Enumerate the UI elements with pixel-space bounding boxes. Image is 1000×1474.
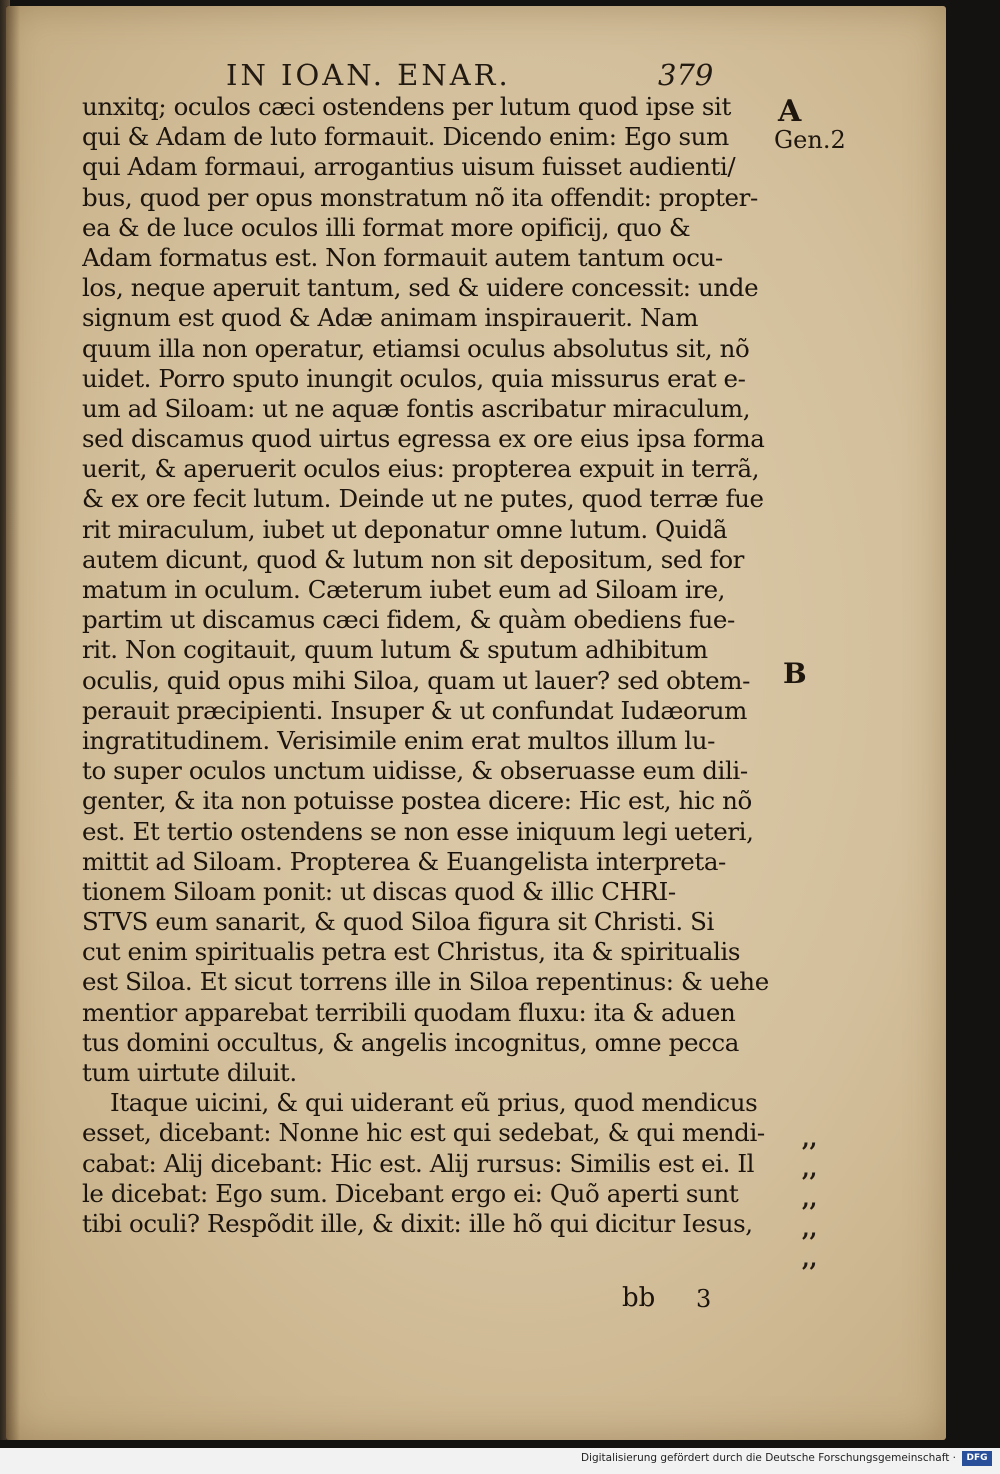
text-line: genter, & ita non potuisse postea dicere: Hic est, hic nõ (82, 786, 752, 816)
text-line: to super oculos unctum uidisse, & obseruasse eum dili- (82, 756, 748, 786)
text-line: ea & de luce oculos illi format more opificij, quo & (82, 212, 691, 242)
paragraph-start-line: Itaque uicini, & qui uiderant eũ prius, quod mendicus (110, 1088, 758, 1118)
text-line: unxitq; oculos cæci ostendens per lutum quod ipse sit (82, 92, 731, 121)
dfg-logo: DFG (962, 1451, 992, 1466)
scripture-quote-mark: ,, (802, 1126, 818, 1152)
text-line: tus domini occultus, & angelis incognitus, omne pecca (82, 1027, 739, 1057)
scripture-quote-mark: ,, (802, 1216, 818, 1242)
text-line: quum illa non operatur, etiamsi oculus absolutus sit, nõ (82, 333, 750, 363)
text-line: est Siloa. Et sicut torrens ille in Siloa repentinus: & uehe (82, 967, 769, 997)
text-line: est. Et tertio ostendens se non esse iniquum legi ueteri, (82, 816, 754, 846)
text-line: Adam formatus est. Non formauit autem tantum ocu- (82, 242, 723, 272)
text-line: uidet. Porro sputo inungit oculos, quia missurus erat e- (82, 363, 746, 393)
margin-section-b: B (783, 657, 807, 690)
text-line: matum in oculum. Cæterum iubet eum ad Siloam ire, (82, 575, 726, 604)
text-line: qui & Adam de luto formauit. Dicendo enim: Ego sum (82, 122, 729, 152)
text-line: mentior apparebat terribili quodam fluxu: ita & aduen (82, 997, 736, 1027)
scripture-quote-mark: ,, (802, 1186, 818, 1212)
text-line: ingratitudinem. Verisimile enim erat multos illum lu- (82, 725, 716, 755)
text-line: partim ut discamus cæci fidem, & quàm obediens fue- (82, 605, 735, 635)
text-line: tibi oculi? Respõdit ille, & dixit: ille hõ qui dicitur Iesus, (82, 1208, 753, 1238)
text-line: rit miraculum, iubet ut deponatur omne lutum. Quidã (82, 514, 728, 544)
text-line: qui Adam formaui, arrogantius uisum fuisset audienti/ (82, 152, 736, 182)
text-line: le dicebat: Ego sum. Dicebant ergo ei: Quõ aperti sunt (82, 1178, 739, 1208)
text-line: cabat: Alij dicebant: Hic est. Alij rursus: Similis est ei. Il (82, 1148, 755, 1178)
text-line: & ex ore fecit lutum. Deinde ut ne putes, quod terræ fue (82, 484, 764, 514)
text-line: STVS eum sanarit, & quod Siloa figura sit Christi. Si (82, 907, 714, 937)
commentary-text (82, 92, 782, 1239)
text-line: sed discamus quod uirtus egressa ex ore eius ipsa forma (82, 424, 765, 454)
page-gutter-shadow (6, 6, 20, 1440)
text-line: tum uirtute diluit. (82, 1058, 297, 1087)
text-line: perauit præcipienti. Insuper & ut confundat Iudæorum (82, 695, 747, 725)
margin-gen-reference: Gen.2 (774, 126, 846, 154)
digitization-footer (0, 1448, 1000, 1474)
text-line: bus, quod per opus monstratum nõ ita offendit: propter- (82, 182, 758, 212)
scripture-quote-mark: ,, (802, 1156, 818, 1182)
text-line: uerit, & aperuerit oculos eius: propterea expuit in terrã, (82, 454, 760, 484)
book-page (6, 6, 946, 1440)
text-line: rit. Non cogitauit, quum lutum & sputum adhibitum (82, 635, 708, 665)
signature-number: 3 (696, 1285, 712, 1313)
text-line: los, neque aperuit tantum, sed & uidere concessit: unde (82, 273, 759, 303)
text-line: mittit ad Siloam. Propterea & Euangelista interpreta- (82, 846, 726, 876)
text-line: oculis, quid opus mihi Siloa, quam ut lauer? sed obtem- (82, 665, 750, 695)
scripture-quote-mark: ,, (802, 1246, 818, 1272)
funding-credit: Digitalisierung gefördert durch die Deutsche Forschungsgemeinschaft · (580, 1452, 956, 1464)
text-line: cut enim spiritualis petra est Christus, ita & spiritualis (82, 937, 741, 967)
text-line: tionem Siloam ponit: ut discas quod & illic CHRI- (82, 876, 676, 906)
text-line: autem dicunt, quod & lutum non sit depositum, sed for (82, 544, 744, 574)
text-line: esset, dicebant: Nonne hic est qui sedebat, & qui mendi- (82, 1118, 765, 1148)
margin-section-a: A (778, 94, 802, 129)
page-number: 379 (658, 58, 714, 92)
text-line: signum est quod & Adæ animam inspirauerit. Nam (82, 303, 699, 333)
text-line: um ad Siloam: ut ne aquæ fontis ascribatur miraculum, (82, 393, 751, 423)
signature-mark: bb (622, 1283, 656, 1313)
running-head: IN IOAN. ENAR. (226, 58, 511, 92)
